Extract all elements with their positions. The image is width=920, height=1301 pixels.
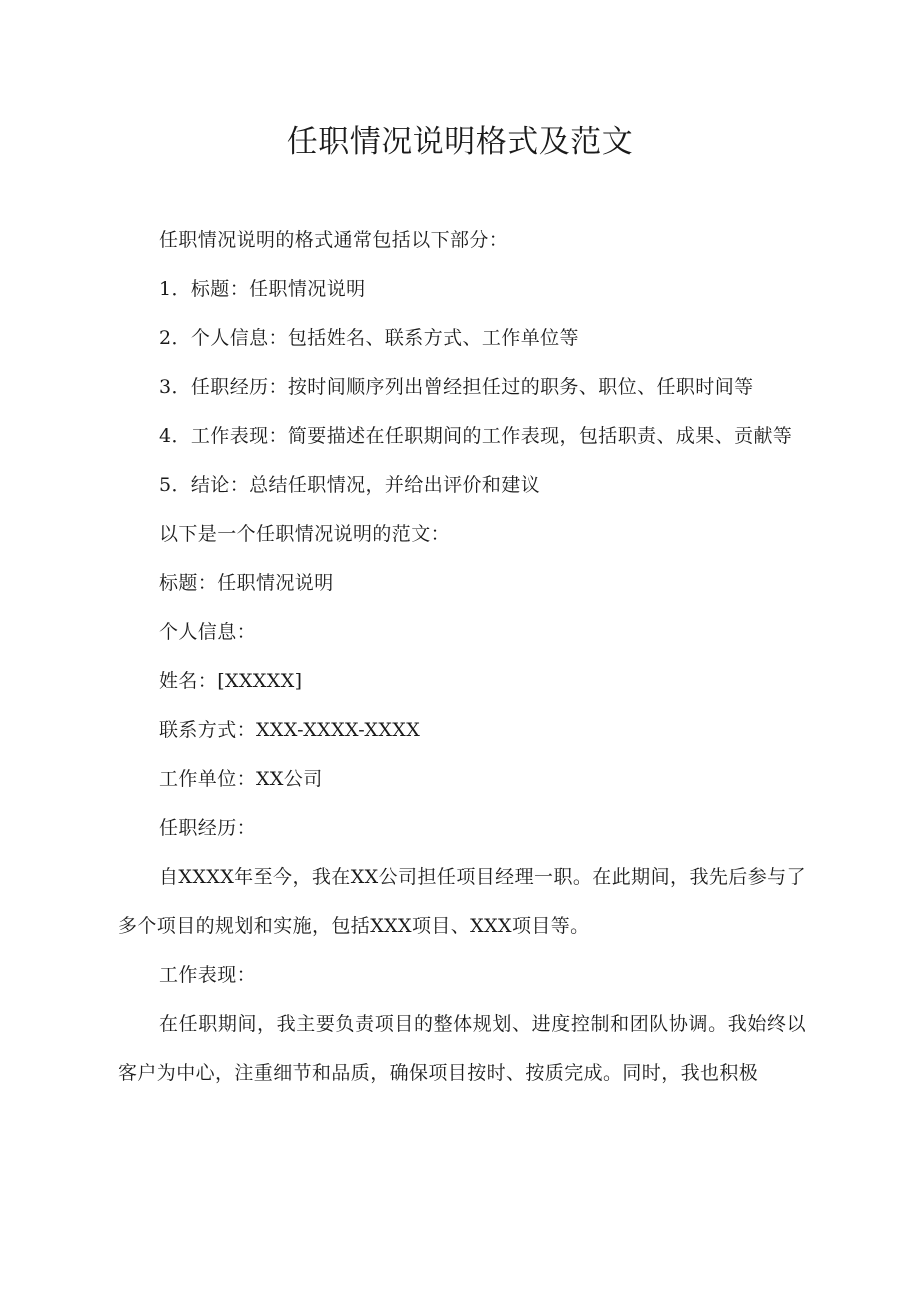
paragraph: 在任职期间，我主要负责项目的整体规划、进度控制和团队协调。我始终以客户为中心，注重细节和品质，确保项目按时、按质完成。同时，我也积极 [118,1013,806,1084]
document-body [118,216,806,1098]
paragraph: 自XXXX年至今，我在XX公司担任项目经理一职。在此期间，我先后参与了多个项目的规划和实施，包括XXX项目、XXX项目等。 [118,866,806,937]
paragraph: 任职情况说明的格式通常包括以下部分： [159,229,509,251]
paragraph: 3．任职经历：按时间顺序列出曾经担任过的职务、职位、任职时间等 [159,376,754,398]
paragraph: 4．工作表现：简要描述在任职期间的工作表现，包括职责、成果、贡献等 [159,425,793,447]
paragraph: 以下是一个任职情况说明的范文： [159,523,451,545]
paragraph: 1．标题：任职情况说明 [159,278,366,300]
paragraph: 工作单位：XX公司 [159,768,323,790]
paragraph: 联系方式：XXX-XXXX-XXXX [159,719,421,741]
paragraph: 标题：任职情况说明 [159,572,334,594]
paragraph: 2．个人信息：包括姓名、联系方式、工作单位等 [159,327,579,349]
paragraph: 5．结论：总结任职情况，并给出评价和建议 [159,474,541,496]
paragraph: 姓名：[XXXXX] [159,670,303,692]
paragraph: 个人信息： [159,621,257,643]
document-title: 任职情况说明格式及范文 [286,124,634,160]
paragraph: 工作表现： [159,964,257,986]
paragraph: 任职经历： [159,817,257,839]
